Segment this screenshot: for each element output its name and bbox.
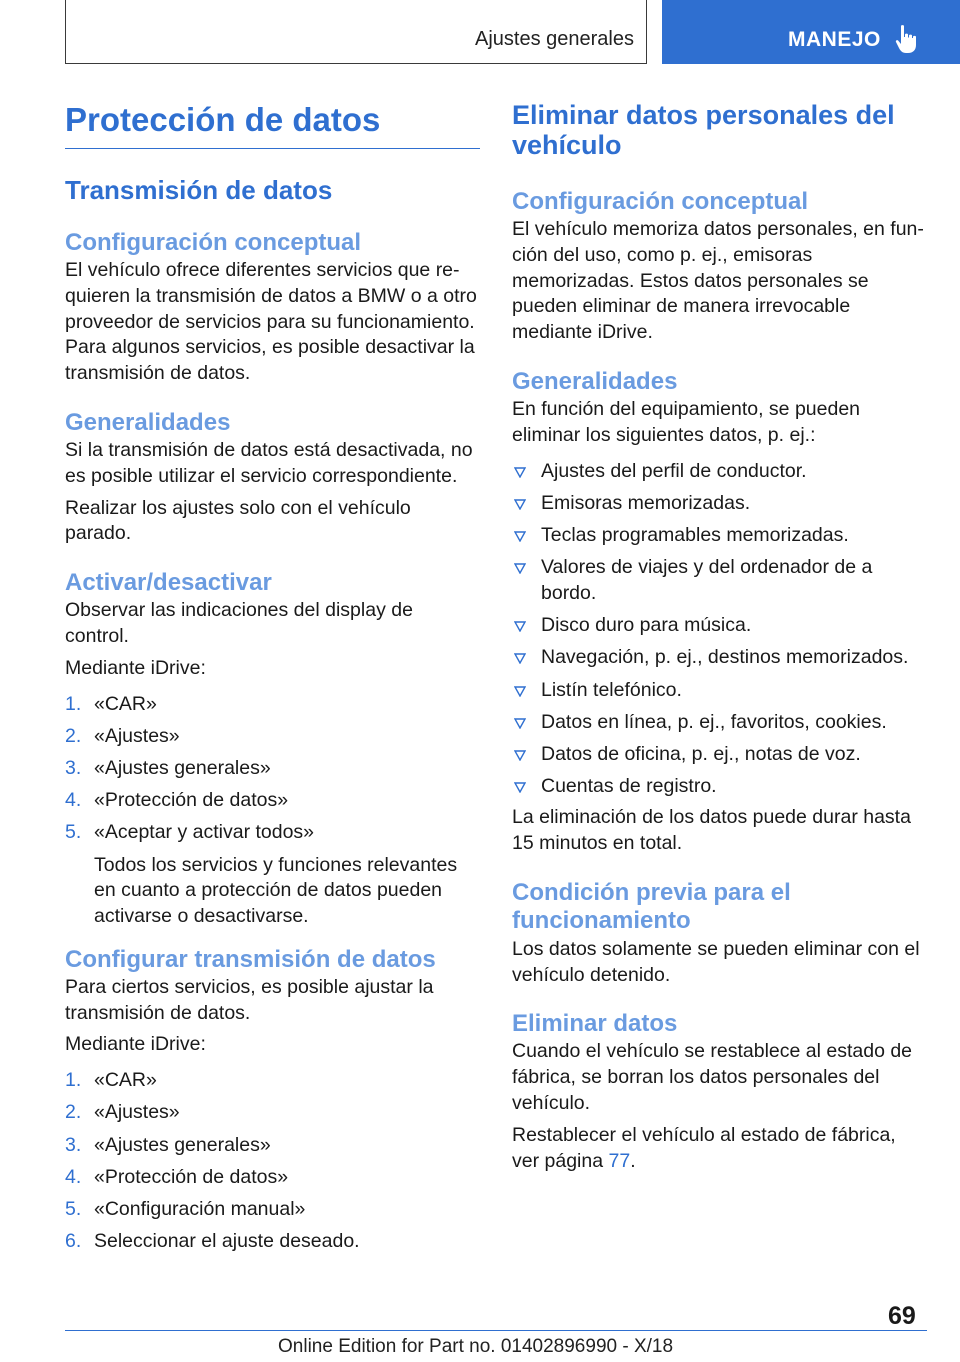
paragraph-eliminar-conceptual: El vehículo memoriza datos personales, en función del uso, como p. ej., emisoras memorizadas. Estos datos personales se pueden eliminar de manera irrevocable mediante iDrive. bbox=[512, 218, 924, 344]
header-chapter-tab[interactable] bbox=[662, 0, 960, 64]
triangle-bullet-icon bbox=[514, 750, 526, 761]
section-heading-transmision: Transmisión de datos bbox=[65, 175, 333, 205]
list-item: 6. Seleccionar el ajuste deseado. bbox=[65, 1230, 360, 1253]
paragraph-condicion-previa: Los datos solamente se pueden eliminar con el vehículo detenido. bbox=[512, 937, 920, 986]
section-heading-eliminar: Eliminar datos personales del vehículo bbox=[512, 100, 895, 160]
footer-divider bbox=[65, 1330, 927, 1331]
list-item: Navegación, p. ej., destinos memorizados. bbox=[512, 645, 927, 671]
page-reference-link[interactable]: 77 bbox=[608, 1149, 631, 1172]
heading-condicion-previa: Condición previa para el funcionamiento bbox=[512, 878, 791, 934]
paragraph-eliminar-datos-1: Cuando el vehículo se restablece al estado de fábrica, se borran los datos personales del vehículo. bbox=[512, 1040, 913, 1115]
triangle-bullet-icon bbox=[514, 686, 526, 697]
list-item: 2. «Ajustes» bbox=[65, 1101, 180, 1124]
list-item: 1. «CAR» bbox=[65, 1069, 157, 1092]
triangle-bullet-icon bbox=[514, 653, 526, 664]
header-section-title: Ajustes generales bbox=[475, 28, 634, 50]
list-item: Emisoras memorizadas. bbox=[512, 491, 927, 517]
triangle-bullet-icon bbox=[514, 467, 526, 478]
list-item: 4. «Protección de datos» bbox=[65, 789, 289, 812]
footer-edition: Online Edition for Part no. 01402896990 - X/18 bbox=[278, 1336, 674, 1357]
page-number: 69 bbox=[888, 1302, 916, 1330]
paragraph-configuracion-conceptual: El vehículo ofrece diferentes servicios que requieren la transmisión de datos a BMW o a otro proveedor de servicios para su funcionamiento. Para algunos servicios, es posible desactivar la transmisión de datos. bbox=[65, 259, 477, 385]
list-item: 5. «Configuración manual» bbox=[65, 1198, 306, 1221]
list-item: 5. «Aceptar y activar todos» Todos los servicios y funciones relevantes en cuanto a protección de datos pueden activarse o desactivarse. bbox=[65, 820, 480, 930]
paragraph-duracion: La eliminación de los datos puede durar hasta 15 minutos en total. bbox=[512, 806, 911, 855]
paragraph-generalidades-2: Realizar los ajustes solo con el vehículo parado. bbox=[65, 496, 411, 545]
list-item: Listín telefónico. bbox=[512, 678, 927, 704]
list-item: Datos en línea, p. ej., favoritos, cookies. bbox=[512, 710, 927, 736]
list-item: Valores de viajes y del ordenador de a bordo. bbox=[512, 555, 927, 607]
list-item: 4. «Protección de datos» bbox=[65, 1165, 289, 1188]
triangle-bullet-icon bbox=[514, 621, 526, 632]
heading-generalidades-2: Generalidades bbox=[512, 367, 678, 395]
list-item: Disco duro para música. bbox=[512, 613, 927, 639]
heading-generalidades: Generalidades bbox=[65, 408, 231, 436]
triangle-bullet-icon bbox=[514, 531, 526, 542]
step-note: Todos los servicios y funciones relevantes en cuanto a protección de datos pueden activarse o desactivarse. bbox=[94, 853, 458, 928]
list-item: Ajustes del perfil de conductor. bbox=[512, 459, 927, 485]
heading-eliminar-datos: Eliminar datos bbox=[512, 1010, 678, 1038]
paragraph-configurar-2: Mediante iDrive: bbox=[65, 1033, 206, 1056]
heading-configurar-transmision: Configurar transmisión de datos bbox=[65, 945, 436, 973]
triangle-bullet-icon bbox=[514, 563, 526, 574]
list-item: 3. «Ajustes generales» bbox=[65, 756, 271, 779]
page-title: Protección de datos bbox=[65, 100, 480, 149]
paragraph-eliminar-generalidades: En función del equipamiento, se pueden eliminar los siguientes datos, p. ej.: bbox=[512, 397, 861, 446]
header-chapter-label: MANEJO bbox=[788, 28, 881, 51]
triangle-bullet-icon bbox=[514, 782, 526, 793]
deletable-data-list bbox=[512, 459, 927, 800]
list-item: Datos de oficina, p. ej., notas de voz. bbox=[512, 742, 927, 768]
paragraph-activar-1: Observar las indicaciones del display de control. bbox=[65, 599, 413, 647]
steps-activar bbox=[65, 692, 480, 930]
list-item: 2. «Ajustes» bbox=[65, 724, 180, 747]
left-column bbox=[65, 100, 480, 1261]
steps-configurar bbox=[65, 1068, 480, 1255]
paragraph-activar-2: Mediante iDrive: bbox=[65, 656, 206, 679]
heading-configuracion-conceptual-2: Configuración conceptual bbox=[512, 188, 809, 215]
list-item: Teclas programables memorizadas. bbox=[512, 523, 927, 549]
triangle-bullet-icon bbox=[514, 718, 526, 729]
right-column bbox=[512, 100, 927, 1174]
heading-activar-desactivar: Activar/desactivar bbox=[65, 569, 272, 597]
hand-pointer-icon bbox=[894, 24, 920, 54]
list-item: Cuentas de registro. bbox=[512, 774, 927, 800]
paragraph-generalidades-1: Si la transmisión de datos está desactivada, no es posible utilizar el servicio correspondiente. bbox=[65, 438, 473, 487]
paragraph-configurar-1: Para ciertos servicios, es posible ajustar la transmisión de datos. bbox=[65, 975, 434, 1024]
heading-configuracion-conceptual: Configuración conceptual bbox=[65, 229, 362, 256]
triangle-bullet-icon bbox=[514, 499, 526, 510]
paragraph-eliminar-datos-2: Restablecer el vehículo al estado de fábrica, ver página 77. bbox=[512, 1123, 896, 1172]
list-item: 3. «Ajustes generales» bbox=[65, 1133, 271, 1156]
list-item: 1. «CAR» bbox=[65, 692, 157, 715]
header-section-box bbox=[65, 0, 647, 64]
